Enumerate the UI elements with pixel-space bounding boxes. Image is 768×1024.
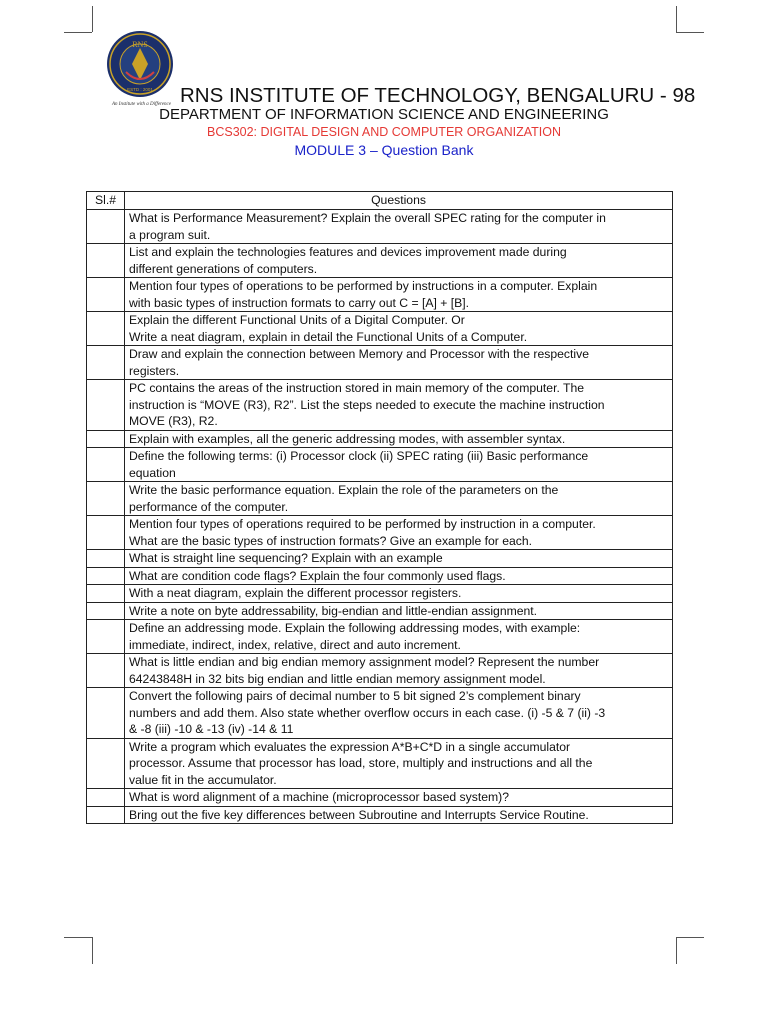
question-cell: Explain with examples, all the generic addressing modes, with assembler syntax. [125,430,673,448]
question-cell: Explain the different Functional Units of a Digital Computer. Or Write a neat diagram, explain in detail the Functional Units of a Computer. [125,312,673,346]
sl-number-cell [87,380,125,431]
question-cell: What is little endian and big endian memory assignment model? Represent the number 64243848H in 32 bits big endian and little endian memory assignment model. [125,654,673,688]
crop-mark-top-left-h [64,32,92,33]
question-cell: What is word alignment of a machine (microprocessor based system)? [125,789,673,807]
sl-number-cell [87,244,125,278]
table-row [87,688,673,739]
table-row [87,278,673,312]
sl-number-cell [87,550,125,568]
question-cell: What is straight line sequencing? Explain with an example [125,550,673,568]
crop-mark-bottom-right-h [676,937,704,938]
sl-number-cell [87,312,125,346]
question-bank-table [86,191,673,824]
module-title: MODULE 3 – Question Bank [294,142,474,158]
questions-header: Questions [125,192,673,210]
table-row [87,550,673,568]
question-cell: Convert the following pairs of decimal number to 5 bit signed 2’s complement binary numbers and add them. Also state whether overflow occurs in each case. (i) -5 & 7 (ii) -3 & -8 (iii) -10 & -13 (iv) -14 & 11 [125,688,673,739]
crop-mark-bottom-right-v [676,937,677,964]
logo-estd: ESTD : 2001 [127,87,153,92]
sl-number-cell [87,738,125,789]
sl-number-cell [87,620,125,654]
sl-number-cell [87,789,125,807]
question-cell: Mention four types of operations required to be performed by instruction in a computer. What are the basic types of instruction formats? Give an example for each. [125,516,673,550]
question-cell: Mention four types of operations to be performed by instructions in a computer. Explain with basic types of instruction formats to carry out C = [A] + [B]. [125,278,673,312]
table-row [87,602,673,620]
table-row [87,620,673,654]
table-row [87,430,673,448]
crop-mark-bottom-left-v [92,937,93,964]
sl-number-cell [87,654,125,688]
table-row [87,346,673,380]
sl-header: Sl.# [87,192,125,210]
question-cell: With a neat diagram, explain the different processor registers. [125,585,673,603]
table-row [87,789,673,807]
table-row [87,654,673,688]
sl-number-cell [87,585,125,603]
table-row [87,585,673,603]
sl-number-cell [87,688,125,739]
table-row [87,448,673,482]
sl-number-cell [87,210,125,244]
question-cell: Define the following terms: (i) Processor clock (ii) SPEC rating (iii) Basic performance equation [125,448,673,482]
crop-mark-bottom-left-h [64,937,92,938]
table-row [87,312,673,346]
sl-number-cell [87,516,125,550]
institute-title: RNS INSTITUTE OF TECHNOLOGY, BENGALURU - 98 [180,84,696,107]
table-row [87,516,673,550]
table-row [87,210,673,244]
institute-logo [104,28,176,110]
department-title: DEPARTMENT OF INFORMATION SCIENCE AND ENGINEERING [159,106,609,123]
crop-mark-top-left-v [92,6,93,32]
table-row [87,806,673,824]
question-cell: Write the basic performance equation. Explain the role of the parameters on the performance of the computer. [125,482,673,516]
question-rows [87,210,673,824]
sl-number-cell [87,602,125,620]
table-row [87,482,673,516]
logo-tagline: An Institute with a Difference [112,102,171,107]
question-cell: Draw and explain the connection between Memory and Processor with the respective registers. [125,346,673,380]
question-cell: PC contains the areas of the instruction stored in main memory of the computer. The instruction is “MOVE (R3), R2”. List the steps needed to execute the machine instruction MOVE (R3), R2. [125,380,673,431]
table-row [87,244,673,278]
question-cell: What is Performance Measurement? Explain the overall SPEC rating for the computer in a program suit. [125,210,673,244]
table-row [87,380,673,431]
table-row [87,567,673,585]
question-cell: What are condition code flags? Explain the four commonly used flags. [125,567,673,585]
table-row [87,738,673,789]
sl-number-cell [87,482,125,516]
sl-number-cell [87,278,125,312]
question-cell: Define an addressing mode. Explain the following addressing modes, with example: immediate, indirect, index, relative, direct and auto increment. [125,620,673,654]
course-title: BCS302: DIGITAL DESIGN AND COMPUTER ORGANIZATION [207,125,561,139]
sl-number-cell [87,430,125,448]
sl-number-cell [87,806,125,824]
question-cell: Write a program which evaluates the expression A*B+C*D in a single accumulator processor. Assume that processor has load, store, multiply and instructions and all the value fit in the accumulator. [125,738,673,789]
question-cell: Bring out the five key differences between Subroutine and Interrupts Service Routine. [125,806,673,824]
sl-number-cell [87,567,125,585]
question-cell: Write a note on byte addressability, big-endian and little-endian assignment. [125,602,673,620]
crop-mark-top-right-h [676,32,704,33]
table-header-row [87,192,673,210]
svg-text:RNS: RNS [132,40,148,49]
sl-number-cell [87,448,125,482]
crop-mark-top-right-v [676,6,677,32]
question-cell: List and explain the technologies features and devices improvement made during different generations of computers. [125,244,673,278]
sl-number-cell [87,346,125,380]
